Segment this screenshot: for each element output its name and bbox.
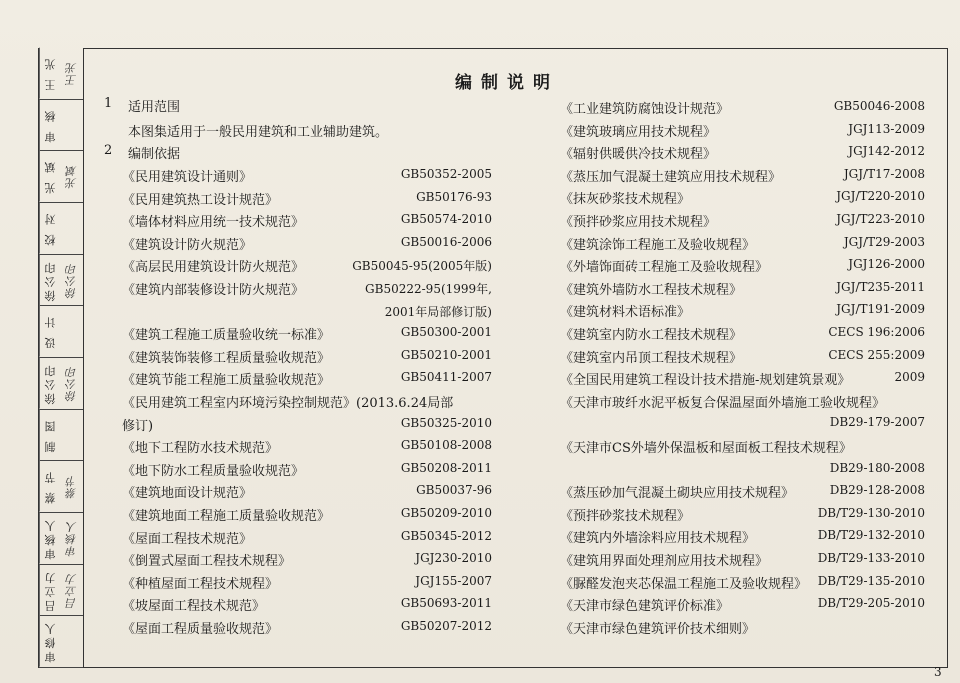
approval-signature: 吕立力 — [65, 571, 78, 608]
approval-cell — [39, 513, 83, 565]
approval-label: 制 图 — [39, 410, 62, 461]
approval-cell — [39, 100, 83, 152]
standard-name: 《辐射供暖供冷技术规程》 — [560, 147, 717, 163]
approval-signature: 审核人 — [65, 520, 78, 557]
standard-name: 《建筑工程施工质量验收统一标准》 — [122, 328, 331, 344]
standard-code: 2001年局部修订版) — [384, 304, 492, 319]
standard-code: GB50325-2010 — [400, 415, 492, 430]
standard-name: 《建筑内部装修设计防火规范》 — [122, 283, 305, 298]
approval-column — [38, 48, 84, 668]
standard-code: DB/T29-205-2010 — [817, 596, 925, 611]
standard-code: DB29-180-2008 — [829, 460, 925, 475]
standard-name: 《建筑地面工程施工质量验收规范》 — [122, 509, 331, 524]
standard-name: 《建筑涂饰工程施工及验收规程》 — [560, 237, 756, 253]
standard-code: DB29-128-2008 — [829, 483, 925, 498]
approval-signature — [61, 306, 83, 357]
standard-name: 《全国民用建筑工程设计技术措施-规划建筑景观》 — [560, 373, 851, 389]
approval-signature: 蔡节 — [65, 474, 78, 499]
standard-name: 《天津市玻纤水泥平板复合保温屋面外墙施工验收规程》 — [560, 395, 886, 411]
standard-code: GB50411-2007 — [400, 370, 492, 385]
standard-code: GB50222-95(1999年, — [365, 282, 492, 296]
approval-label: 校 对 — [39, 203, 62, 254]
standard-name: 《地下工程防水技术规范》 — [122, 441, 279, 457]
standard-code: CECS 255:2009 — [828, 347, 925, 362]
standard-name: 《建筑玻璃应用技术规程》 — [560, 124, 717, 140]
section-2-title: 编制依据 — [128, 147, 181, 162]
standard-name: 《建筑内外墙涂料应用技术规程》 — [560, 531, 756, 547]
approval-signature — [61, 410, 83, 461]
page-number: 3 — [934, 665, 942, 679]
standard-code: GB50045-95(2005年版) — [352, 259, 492, 274]
standard-name: 《建筑用界面处理剂应用技术规程》 — [560, 554, 769, 569]
standard-code: GB50210-2001 — [400, 347, 492, 362]
section-1-title: 适用范围 — [128, 100, 181, 115]
approval-signature: 光斌 — [65, 164, 78, 189]
standard-name: 《坡屋面工程技术规范》 — [122, 599, 266, 615]
approval-label: 审核人 — [39, 513, 62, 564]
standard-name: 《建筑室内防水工程技术规程》 — [560, 328, 743, 343]
standard-code: GB50345-2012 — [400, 528, 492, 543]
standard-code: DB/T29-133-2010 — [817, 551, 925, 565]
section-1-number: 1 — [104, 96, 113, 111]
standard-name: 《抹灰砂浆技术规程》 — [560, 192, 691, 208]
standard-code: JGJ/T17-2008 — [843, 166, 925, 181]
standard-code: DB/T29-130-2010 — [817, 505, 925, 520]
approval-label: 光 斌 — [39, 151, 62, 202]
approval-label: 审修人 — [39, 616, 62, 667]
standard-code: JGJ113-2009 — [848, 121, 925, 136]
approval-cell — [39, 203, 83, 255]
standard-name: 修订) — [122, 418, 154, 434]
standard-name: 《天津市绿色建筑评价技术细则》 — [560, 621, 756, 637]
standard-name: 《高层民用建筑设计防火规范》 — [122, 260, 305, 276]
standard-name: 《预拌砂浆应用技术规程》 — [560, 215, 717, 230]
standard-code: CECS 196:2006 — [828, 325, 925, 339]
standard-name: 《蒸压加气混凝土建筑应用技术规程》 — [560, 169, 782, 185]
standard-code: 2009 — [894, 370, 925, 385]
approval-label: 蔡 节 — [39, 461, 62, 512]
approval-signature — [61, 100, 83, 151]
standard-name: 《蒸压砂加气混凝土砌块应用技术规程》 — [560, 486, 795, 502]
approval-label: 徐公印 — [39, 358, 62, 409]
page-title: 编制说明 — [455, 73, 559, 93]
standard-name: 《建筑装饰装修工程质量验收规范》 — [122, 350, 331, 366]
approval-signature — [61, 616, 83, 667]
standard-code: JGJ/T220-2010 — [836, 189, 925, 204]
approval-label: 设 计 — [39, 306, 62, 357]
section-2-number: 2 — [104, 143, 113, 158]
approval-cell — [39, 616, 83, 668]
standard-name: 《建筑节能工程施工质量验收规范》 — [122, 373, 331, 389]
approval-signature — [61, 203, 83, 254]
standard-code: GB50207-2012 — [400, 619, 492, 633]
standard-code: JGJ142-2012 — [848, 144, 925, 159]
standard-code: JGJ/T223-2010 — [836, 212, 925, 226]
standard-name: 《预拌砂浆技术规程》 — [560, 508, 691, 524]
standard-name: 《建筑地面设计规范》 — [122, 486, 253, 502]
standard-code: JGJ155-2007 — [415, 573, 492, 588]
approval-signature: 徐公印 — [65, 261, 78, 298]
standard-code: DB/T29-132-2010 — [817, 528, 925, 543]
standard-code: JGJ126-2000 — [848, 257, 925, 272]
standard-code: GB50016-2006 — [400, 234, 492, 249]
standard-name: 《建筑材料术语标准》 — [560, 305, 691, 321]
approval-cell — [39, 410, 83, 462]
standard-code: GB50046-2008 — [833, 99, 925, 113]
standard-code: DB/T29-135-2010 — [817, 573, 925, 588]
approval-label: 王 光 — [39, 48, 62, 99]
standard-code: JGJ230-2010 — [415, 551, 492, 566]
approval-label: 吕立力 — [39, 565, 62, 616]
standard-name: 《建筑设计防火规范》 — [122, 237, 253, 253]
standard-code: GB50208-2011 — [400, 460, 492, 475]
approval-cell — [39, 48, 83, 100]
standard-code: GB50037-96 — [416, 483, 492, 498]
approval-cell — [39, 358, 83, 410]
approval-signature: 王光 — [65, 61, 78, 86]
standard-code: GB50108-2008 — [400, 438, 492, 453]
standard-name: 《屋面工程质量验收规范》 — [122, 622, 279, 637]
approval-label: 徐公印 — [39, 255, 62, 306]
section-1-text: 本图集适用于一般民用建筑和工业辅助建筑。 — [128, 125, 389, 140]
approval-cell — [39, 255, 83, 307]
standard-code: GB50300-2001 — [400, 325, 492, 340]
standard-name: 《工业建筑防腐蚀设计规范》 — [560, 102, 730, 117]
standard-code: GB50693-2011 — [400, 596, 492, 611]
standard-code: JGJ/T191-2009 — [836, 302, 925, 317]
approval-cell — [39, 306, 83, 358]
standard-code: JGJ/T29-2003 — [843, 234, 925, 249]
standard-name: 《民用建筑设计通则》 — [122, 170, 253, 185]
standard-name: 《天津市绿色建筑评价标准》 — [560, 599, 730, 615]
standard-name: 《民用建筑工程室内环境污染控制规范》(2013.6.24局部 — [122, 396, 454, 411]
standard-code: GB50209-2010 — [400, 506, 492, 520]
standard-code: DB29-179-2007 — [829, 415, 925, 430]
approval-label: 审 核 — [39, 100, 62, 151]
standard-name: 《民用建筑热工设计规范》 — [122, 192, 279, 208]
standard-name: 《屋面工程技术规范》 — [122, 531, 253, 547]
standard-code: JGJ/T235-2011 — [836, 279, 925, 294]
approval-cell — [39, 151, 83, 203]
standard-code: GB50176-93 — [416, 189, 492, 204]
approval-signature: 徐公印 — [65, 365, 78, 402]
standard-name: 《建筑外墙防水工程技术规程》 — [560, 282, 743, 298]
approval-cell — [39, 461, 83, 513]
standard-name: 《建筑室内吊顶工程技术规程》 — [560, 350, 743, 366]
standard-name: 《地下防水工程质量验收规范》 — [122, 463, 305, 479]
standard-name: 《天津市CS外墙外保温板和屋面板工程技术规程》 — [560, 441, 852, 456]
standard-code: GB50574-2010 — [400, 212, 492, 227]
standard-code: GB50352-2005 — [400, 167, 492, 181]
standard-name: 《种植屋面工程技术规程》 — [122, 576, 279, 592]
standard-name: 《外墙饰面砖工程施工及验收规程》 — [560, 260, 769, 276]
approval-cell — [39, 565, 83, 617]
standard-name: 《墙体材料应用统一技术规范》 — [122, 215, 305, 231]
standard-name: 《脲醛发泡夹芯保温工程施工及验收规程》 — [560, 576, 808, 592]
standard-name: 《倒置式屋面工程技术规程》 — [122, 554, 292, 570]
